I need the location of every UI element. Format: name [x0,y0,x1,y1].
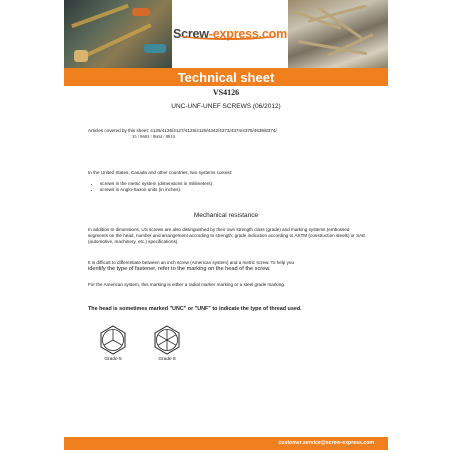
list-item: • screws in Anglo-Saxon units (in inches). [100,187,212,193]
footer-bar [64,437,388,450]
logo-main-text: Screw [172,27,209,41]
hex-head-grade8-icon [151,324,183,356]
mechanical-paragraph-2 [88,260,368,273]
tools-photo [64,0,172,68]
systems-intro: In the United States, Canada and other countries, two systems coexist: [88,170,233,175]
customer-service-email-link[interactable]: customer.service@screw-express.com [278,440,374,446]
document-subtitle: UNC-UNF-UNEF SCREWS (06/2012) [171,103,281,110]
hex-head-grade5-icon [97,324,129,356]
grade-5-figure [96,324,130,362]
section-heading: Mechanical resistance [193,212,259,219]
technical-sheet-page [64,0,388,452]
mechanical-paragraph-1: In addition to dimensions, US screws are also distinguished by their own strength class (grade) and marking systems (embossed segments on the head, number and arrangement according to strength; grade indication according to ASTM (construction steels) or SAE (automotive, machinery, etc.) specifications). [88,227,366,244]
list-item: • screws in the metric system (dimensions in millimeters) [100,181,212,187]
systems-list [88,181,212,193]
logo-accent-text: -express.com [208,27,288,41]
screws-photo [288,0,388,68]
thread-marking-note: The head is sometimes marked "UNC" or "UNF" to indicate the type of thread used. [88,306,302,312]
header-banner [64,0,388,68]
paragraph-2-line-2: identify the type of fastener, refer to the marking on the head of the screw. [88,266,271,272]
title-bar [64,68,388,86]
page-title: Technical sheet [177,69,275,85]
grade-8-figure [150,324,184,362]
grade-5-label: Grade 5 [104,357,122,362]
mechanical-paragraph-3: For the American system, this marking is either a radial marker marking or a steel grade marking. [88,282,286,287]
paragraph-2-line-1: It is difficult to differentiate between an inch screw (American system) and a metric screw. To help you [88,260,295,265]
logo-swoosh [178,30,278,40]
articles-line-2: 35 / 8603 / 8604 / 8810. [132,134,177,139]
product-reference: VS4126 [212,88,240,97]
grade-8-label: Grade 8 [158,357,176,362]
articles-line-1: Articles covered by this sheet: 4125/4126/4127/4128/4129/4342/4373/4374/4375/4638/8374/ [88,128,277,133]
articles-paragraph [88,128,368,140]
